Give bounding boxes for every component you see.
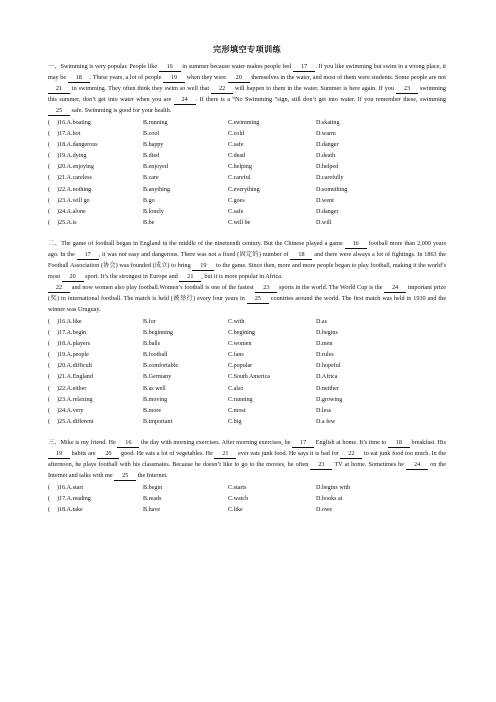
answer-paren: ( bbox=[48, 495, 51, 502]
answer-paren: ( bbox=[48, 507, 51, 514]
option-d: D.Africa bbox=[316, 374, 338, 381]
passage-text: swimming this summer, don’t get into water when you are bbox=[48, 85, 446, 103]
option-c: C.like bbox=[228, 507, 243, 514]
passage-text: countries around the world. The first match was held in 1930 and the winner was Uruguay. bbox=[48, 294, 446, 313]
option-row bbox=[48, 372, 446, 383]
blank-number: 16 bbox=[345, 240, 367, 249]
passage-text: the day with morning exercises. After morning exercises, he bbox=[139, 438, 293, 446]
option-d: D.a few bbox=[316, 418, 336, 425]
options-list bbox=[48, 317, 446, 428]
option-a: )22.A.nothing bbox=[57, 186, 92, 193]
option-row bbox=[48, 129, 446, 140]
option-d: D.skating bbox=[316, 120, 340, 126]
answer-paren: ( bbox=[48, 208, 51, 215]
option-d: D.less bbox=[316, 407, 332, 414]
passage-text: to the game. Since then, more and more people began to play football, making it the world’s most bbox=[48, 261, 446, 280]
option-row bbox=[48, 483, 446, 494]
passage-text: and there were always a lot of fightings. In 1863 the Football Association (协会) was founded (成立) to bring bbox=[48, 250, 447, 269]
passage-text: TV at home. Sometimes he bbox=[332, 460, 407, 468]
page-title: 完形填空专项训练 bbox=[213, 45, 281, 54]
passage-paragraph bbox=[48, 282, 446, 315]
option-a: )24.A.very bbox=[57, 407, 84, 414]
passage-text: good. He eats a lot of vegetables. He bbox=[119, 449, 215, 457]
option-row bbox=[48, 350, 446, 361]
option-d: D.rules bbox=[316, 352, 334, 359]
passage-text: English at home. It’s time to bbox=[314, 438, 388, 446]
option-a: )17.A.reading bbox=[57, 495, 91, 502]
option-a: )16.A.like bbox=[57, 318, 82, 325]
option-row bbox=[48, 317, 446, 328]
option-d: D.went bbox=[316, 197, 334, 204]
cloze-section bbox=[48, 437, 446, 516]
option-a: )23.A.relaxing bbox=[57, 396, 93, 403]
option-b: B.Germany bbox=[143, 374, 172, 381]
option-d: D.warm bbox=[316, 131, 336, 138]
option-b: B.reads bbox=[143, 495, 162, 502]
cloze-section bbox=[48, 238, 446, 428]
option-a: )24.A.alone bbox=[57, 208, 86, 215]
answer-paren: ( bbox=[48, 164, 51, 171]
answer-paren: ( bbox=[48, 396, 51, 403]
blank-number: 24 bbox=[174, 96, 196, 105]
blank-number: 17 bbox=[77, 251, 99, 260]
option-b: B.go bbox=[143, 197, 155, 204]
answer-paren: ( bbox=[48, 219, 51, 226]
blank-number: 25 bbox=[48, 107, 70, 116]
option-a: )25.A.is bbox=[57, 219, 77, 226]
option-d: D.carefully bbox=[316, 175, 344, 182]
answer-paren: ( bbox=[48, 142, 51, 149]
option-c: C.South America bbox=[228, 374, 270, 381]
answer-paren: ( bbox=[48, 352, 51, 359]
option-c: C.fans bbox=[228, 352, 244, 359]
passage-text: ever eats junk food. He says it is bad for bbox=[236, 449, 341, 457]
option-row bbox=[48, 173, 446, 184]
blank-number: 25 bbox=[247, 295, 269, 304]
option-row bbox=[48, 207, 446, 218]
option-b: B.moving bbox=[143, 396, 168, 403]
option-b: B.football bbox=[143, 352, 168, 359]
passage-text: and now women also play football.Women’s football is one of the fastest bbox=[70, 283, 256, 291]
option-b: B.died bbox=[143, 153, 160, 160]
option-a: )17.A.hot bbox=[57, 131, 81, 138]
sections-container bbox=[48, 61, 446, 516]
option-row bbox=[48, 339, 446, 350]
option-a: )20.A.difficult bbox=[57, 363, 93, 370]
answer-paren: ( bbox=[48, 330, 51, 337]
option-a: )19.A.dying bbox=[57, 153, 87, 160]
passage-text: football more than 2,000 years ago. In the bbox=[48, 239, 447, 258]
option-a: )18.A.players bbox=[57, 341, 91, 348]
answer-paren: ( bbox=[48, 175, 51, 182]
option-c: C.watch bbox=[228, 495, 249, 502]
passage-text: sports in the world. The World Cup is the bbox=[277, 283, 385, 291]
option-b: B.running bbox=[143, 120, 168, 126]
option-c: C.safe bbox=[228, 142, 244, 149]
option-c: C.most bbox=[228, 407, 246, 414]
passage-text: 二、The game of football began in England in the middle of the nineteenth century. But the Chinese played a game bbox=[48, 239, 345, 247]
option-a: )18.A.take bbox=[57, 507, 83, 514]
passage-text: will happen to them in the water. Summer is here again. If you bbox=[233, 85, 396, 92]
option-a: )21.A.careless bbox=[57, 175, 92, 182]
option-row bbox=[48, 505, 446, 516]
option-d: D.danger bbox=[316, 208, 339, 215]
blank-number: 16 bbox=[159, 63, 181, 72]
option-c: C.swimming bbox=[228, 120, 260, 126]
option-d: D.helped bbox=[316, 164, 339, 171]
option-b: B.be bbox=[143, 219, 155, 226]
answer-paren: ( bbox=[48, 153, 51, 160]
answer-paren: ( bbox=[48, 418, 51, 425]
option-row bbox=[48, 196, 446, 207]
option-d: D.books at bbox=[316, 495, 343, 502]
passage-text: important prize (奖) in international football. The match is held (被举行) every four years in bbox=[48, 283, 446, 302]
passage-text: in summer because water makes people feel bbox=[180, 63, 294, 70]
blank-number: 20 bbox=[228, 74, 250, 83]
option-d: D.growing bbox=[316, 396, 343, 403]
option-d: D.neither bbox=[316, 385, 339, 392]
passage-text: sport. It’s the strongest in Europe and bbox=[83, 272, 180, 280]
option-c: C.goes bbox=[228, 197, 245, 204]
blank-number: 22 bbox=[48, 284, 70, 293]
answer-paren: ( bbox=[48, 131, 51, 138]
passage-text: . If there is a “No Swimming ”sign, still don’t get into water. If you remember these, swimming bbox=[195, 96, 446, 103]
passage-text: on the Internet and talks with me bbox=[48, 460, 447, 479]
option-b: B.begin bbox=[143, 484, 163, 491]
option-c: C.popular bbox=[228, 363, 253, 370]
blank-number: 19 bbox=[48, 450, 70, 459]
answer-paren: ( bbox=[48, 385, 51, 392]
option-row bbox=[48, 162, 446, 173]
cloze-section bbox=[48, 61, 446, 229]
option-row bbox=[48, 140, 446, 151]
option-c: C.everything bbox=[228, 186, 260, 193]
answer-paren: ( bbox=[48, 484, 51, 491]
option-b: B.anything bbox=[143, 186, 170, 193]
passage-text: . If you like swimming but swim in a wrong place, it may be bbox=[48, 63, 446, 81]
option-c: C.starts bbox=[228, 484, 247, 491]
option-c: C.cold bbox=[228, 131, 245, 138]
option-d: D.begins with bbox=[316, 484, 351, 491]
option-row bbox=[48, 118, 446, 129]
option-d: D.men bbox=[316, 341, 333, 348]
blank-number: 19 bbox=[192, 262, 214, 271]
option-b: B.more bbox=[143, 407, 162, 414]
blank-number: 23 bbox=[310, 461, 332, 470]
option-b: B.lonely bbox=[143, 208, 164, 215]
option-d: D.death bbox=[316, 153, 336, 160]
passage-text: 三、Mike is my friend. He bbox=[48, 438, 118, 446]
passage-paragraph bbox=[48, 61, 446, 116]
passage-text: . These years, a lot of people bbox=[89, 74, 164, 81]
option-c: C.careful bbox=[228, 175, 251, 182]
option-d: D.owe bbox=[316, 507, 333, 514]
blank-number: 18 bbox=[388, 439, 410, 448]
option-a: )22.A.either bbox=[57, 385, 87, 392]
passage-paragraph bbox=[48, 238, 446, 282]
passage-text: breakfast. His bbox=[409, 438, 446, 446]
passage-text: the Internet. bbox=[136, 471, 168, 479]
option-d: D.will bbox=[316, 219, 332, 226]
blank-number: 22 bbox=[211, 85, 233, 94]
blank-number: 24 bbox=[384, 284, 406, 293]
option-row bbox=[48, 218, 446, 229]
option-c: C.also bbox=[228, 385, 244, 392]
option-c: C.big bbox=[228, 418, 242, 425]
option-row bbox=[48, 151, 446, 162]
passage-text: in swimming. They often think they swim so well that bbox=[70, 85, 212, 92]
option-c: C.women bbox=[228, 341, 252, 348]
answer-paren: ( bbox=[48, 186, 51, 193]
option-c: C.safe bbox=[228, 208, 244, 215]
option-a: )23.A.will go bbox=[57, 197, 90, 204]
option-row bbox=[48, 384, 446, 395]
option-c: C.begining bbox=[228, 330, 255, 337]
option-d: D.danger bbox=[316, 142, 339, 149]
option-a: )18.A.dangerous bbox=[57, 142, 98, 149]
passage-text: habits are bbox=[70, 449, 98, 457]
option-b: B.important bbox=[143, 418, 173, 425]
blank-number: 22 bbox=[340, 450, 362, 459]
blank-number: 18 bbox=[68, 74, 90, 83]
option-a: )16.A.boating bbox=[57, 120, 91, 126]
blank-number: 20 bbox=[62, 273, 84, 282]
option-row bbox=[48, 328, 446, 339]
option-c: C.running bbox=[228, 396, 253, 403]
blank-number: 23 bbox=[396, 85, 418, 94]
option-row bbox=[48, 185, 446, 196]
answer-paren: ( bbox=[48, 374, 51, 381]
option-row bbox=[48, 361, 446, 372]
option-row bbox=[48, 395, 446, 406]
passage-text: , it was not easy and dangerous. There was not a fixed (固定的) number of bbox=[98, 250, 291, 258]
answer-paren: ( bbox=[48, 318, 51, 325]
option-c: C.will be bbox=[228, 219, 251, 226]
options-list bbox=[48, 118, 446, 229]
option-a: )17.A.begin bbox=[57, 330, 87, 337]
options-list bbox=[48, 483, 446, 516]
option-c: C.with bbox=[228, 318, 245, 325]
option-b: B.happy bbox=[143, 142, 164, 149]
option-b: B.care bbox=[143, 175, 159, 182]
answer-paren: ( bbox=[48, 120, 51, 126]
answer-paren: ( bbox=[48, 363, 51, 370]
passage-text: to eat junk food too much. In the afternoon, he plays football with his classmates. Because he doesn’t like to go to the movies, he often bbox=[48, 449, 446, 468]
blank-number: 21 bbox=[179, 273, 201, 282]
option-b: B.beginning bbox=[143, 330, 173, 337]
option-d: D.hopeful bbox=[316, 363, 341, 370]
blank-number: 17 bbox=[293, 63, 315, 72]
option-row bbox=[48, 417, 446, 428]
option-a: )21.A.England bbox=[57, 374, 93, 381]
answer-paren: ( bbox=[48, 407, 51, 414]
blank-number: 18 bbox=[290, 251, 312, 260]
option-row bbox=[48, 494, 446, 505]
blank-number: 17 bbox=[292, 439, 314, 448]
blank-number: 16 bbox=[117, 439, 139, 448]
blank-number: 25 bbox=[114, 472, 136, 481]
option-b: B.have bbox=[143, 507, 161, 514]
option-d: D.begins bbox=[316, 330, 338, 337]
passage-paragraph bbox=[48, 437, 446, 481]
blank-number: 21 bbox=[48, 85, 70, 94]
option-b: B.balls bbox=[143, 341, 161, 348]
option-c: C.dead bbox=[228, 153, 246, 160]
passage-text: themselves in the water, and most of them were students. Some people are not bbox=[249, 74, 446, 81]
option-d: D.as bbox=[316, 318, 328, 325]
option-b: B.enjoyed bbox=[143, 164, 168, 171]
blank-number: 20 bbox=[97, 450, 119, 459]
option-b: B.comfortable bbox=[143, 363, 179, 370]
blank-number: 24 bbox=[406, 461, 428, 470]
passage-text: 一、Swimming is very popular. People like bbox=[48, 63, 159, 70]
blank-number: 23 bbox=[255, 284, 277, 293]
option-d: D.something bbox=[316, 186, 348, 193]
option-a: )19.A.people bbox=[57, 352, 89, 359]
option-a: )20.A.enjoying bbox=[57, 164, 94, 171]
option-row bbox=[48, 406, 446, 417]
option-c: C.helping bbox=[228, 164, 252, 171]
option-b: B.for bbox=[143, 318, 156, 325]
answer-paren: ( bbox=[48, 197, 51, 204]
passage-text: safe. Swimming is good for your health. bbox=[70, 107, 172, 114]
option-b: B.cool bbox=[143, 131, 160, 138]
passage-text: , but it is more popular in Africa. bbox=[201, 272, 283, 280]
option-a: )16.A.start bbox=[57, 484, 84, 491]
blank-number: 21 bbox=[214, 450, 236, 459]
answer-paren: ( bbox=[48, 341, 51, 348]
passage-text: when they were bbox=[185, 74, 228, 81]
option-a: )25.A.different bbox=[57, 418, 94, 425]
option-b: B.as well bbox=[143, 385, 166, 392]
blank-number: 19 bbox=[163, 74, 185, 83]
